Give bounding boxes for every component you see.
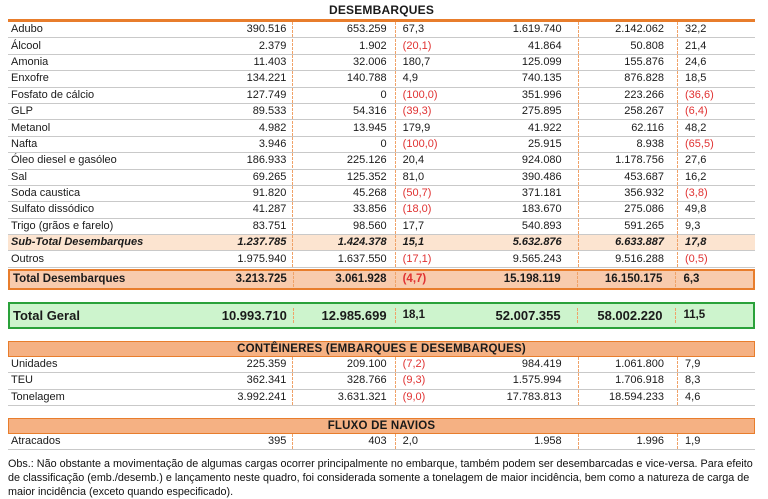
table-row [8,38,755,54]
cell-value: 16,2 [685,170,707,183]
cell-value: (50,7) [402,187,432,200]
cell-value: 8,3 [685,374,701,387]
cell-value: 10.993.710 [159,308,294,323]
cell-value: 225.126 [293,153,395,168]
cell-value: 1.706.918 [579,373,678,388]
cell-value: 179,9 [402,121,431,134]
cell-value: 49,8 [685,203,707,216]
row-label: Óleo diesel e gasóleo [11,154,117,167]
cell-value: 98.560 [293,219,395,234]
cell-value: 1.575.994 [455,373,578,388]
cell-value: 54.316 [293,104,395,119]
cell-value: 15.198.119 [455,272,578,287]
row-label: GLP [11,105,34,118]
cell-value: 1.619.740 [455,22,578,37]
table-row [8,22,755,38]
section-title-desembarques: DESEMBARQUES [328,3,435,17]
cell-value: 33.856 [293,202,395,217]
cell-value: 3.946 [157,137,293,152]
table-row [8,235,755,251]
cell-value: 1,9 [685,435,701,448]
cell-value: 403 [293,434,395,449]
cell-value: 0 [293,88,395,103]
cell-value: 9,3 [685,219,701,232]
table-row [8,434,755,450]
cell-value: 21,4 [685,39,707,52]
cell-value: 41.287 [157,202,293,217]
table-row [8,357,755,373]
cell-value: 89.533 [157,104,293,119]
cell-value: 58.002.220 [578,308,677,323]
cell-value: 12.985.699 [294,308,396,323]
row-label: Sal [11,170,27,183]
cell-value: (17,1) [402,252,432,265]
cell-value: 50.808 [579,39,678,54]
cell-value: 17,8 [685,236,707,249]
cell-value: 20,4 [402,154,425,167]
row-label: Amonia [11,55,49,68]
cell-value: 2.142.062 [579,22,678,37]
cell-value: 390.516 [157,22,293,37]
cell-value: 924.080 [455,153,578,168]
cell-value: 7,9 [685,358,701,371]
cell-value: 258.267 [579,104,678,119]
cell-value: 32,2 [685,23,707,36]
cell-value: 48,2 [685,121,707,134]
cell-value: 91.820 [157,186,293,201]
cell-value: 15,1 [402,236,425,249]
cell-value: 6,3 [683,272,700,285]
cell-value: 540.893 [455,219,578,234]
table-row [8,120,755,136]
cell-value: 16.150.175 [578,272,677,287]
table-row [8,390,755,406]
section-header-conteineres: CONTÊINERES (EMBARQUES E DESEMBARQUES) [8,341,755,357]
cell-value: 69.265 [157,170,293,185]
cell-value: 8.938 [579,137,678,152]
cell-value: 3.631.321 [293,390,395,405]
cell-value: 41.922 [455,121,578,136]
cell-value: 18,5 [685,72,707,85]
cell-value: 1.061.800 [579,357,678,372]
cell-value: (65,5) [685,137,714,150]
cell-value: 45.268 [293,186,395,201]
cell-value: 1.637.550 [293,252,395,267]
table-row [8,186,755,202]
cell-value: 1.975.940 [157,252,293,267]
footnote-obs: Obs.: Não obstante a movimentação de algumas cargas ocorrer principalmente no embarque, também podem ser desembarcadas e vice-versa. Para efeito de classificação (emb./desemb.) e lançamento neste quadro, foi considerada somente a tonelagem de maior incidência, bem como a natureza de carga de maior incidência (exceto quando especificado). [8,458,753,499]
cell-value: (7,2) [402,358,426,371]
cell-value: 134.221 [157,71,293,86]
cell-value: 25.915 [455,137,578,152]
row-label: Atracados [11,435,61,448]
cell-value: 17.783.813 [455,390,578,405]
cell-value: 52.007.355 [455,308,578,323]
cell-value: (9,0) [402,390,426,403]
cell-value: 41.864 [455,39,578,54]
cell-value: 653.259 [293,22,395,37]
cell-value: 225.359 [157,357,293,372]
row-label: Outros [11,252,45,265]
cell-value: (9,3) [402,374,426,387]
cell-value: 83.751 [157,219,293,234]
cell-value: 18,1 [402,308,425,321]
cell-value: 32.006 [293,55,395,70]
cell-value: 183.670 [455,202,578,217]
cell-value: 453.687 [579,170,678,185]
cell-value: (36,6) [685,88,714,101]
cell-value: (20,1) [402,39,432,52]
cell-value: 876.828 [579,71,678,86]
cell-value: 395 [157,434,293,449]
table-row [8,137,755,153]
table-row [8,219,755,235]
cell-value: 371.181 [455,186,578,201]
table-row [8,88,755,104]
cell-value: (18,0) [402,203,432,216]
cell-value: 1.237.785 [157,235,293,250]
cell-value: 180,7 [402,55,431,68]
cell-value: 125.352 [293,170,395,185]
cell-value: 27,6 [685,154,707,167]
row-label: Sub-Total Desembarques [11,236,144,249]
cell-value: (39,3) [402,105,432,118]
cell-value: 2,0 [402,435,418,448]
cell-value: 328.766 [293,373,395,388]
row-label: Trigo (grãos e farelo) [11,219,114,232]
cell-value: 9.516.288 [579,252,678,267]
row-label: Soda caustica [11,187,81,200]
cell-value: 11,5 [683,308,706,321]
cell-value: 24,6 [685,55,707,68]
cell-value: 2.379 [157,39,293,54]
table-row [8,373,755,389]
cell-value: 1.178.756 [579,153,678,168]
row-label: Total Desembarques [13,272,126,285]
cell-value: 18.594.233 [579,390,678,405]
cell-value: 9.565.243 [455,252,578,267]
cell-value: (6,4) [685,105,708,118]
total-desembarques-row [8,269,755,290]
cell-value: (100,0) [402,88,438,101]
cell-value: 67,3 [402,23,425,36]
total-geral-row [8,302,755,329]
cell-value: (100,0) [402,137,438,150]
cell-value: 17,7 [402,219,425,232]
cell-value: 1.958 [455,434,578,449]
cell-value: 125.099 [455,55,578,70]
cell-value: (3,8) [685,187,708,200]
cell-value: 740.135 [455,71,578,86]
cell-value: 3.992.241 [157,390,293,405]
fluxo-navios-table [8,434,755,450]
cell-value: 984.419 [455,357,578,372]
row-label: TEU [11,374,33,387]
cell-value: 4,6 [685,390,701,403]
cell-value: 1.902 [293,39,395,54]
row-label: Fosfato de cálcio [11,88,95,101]
cell-value: 275.086 [579,202,678,217]
table-row [10,304,753,327]
cell-value: 4.982 [157,121,293,136]
cell-value: 6.633.887 [579,235,678,250]
table-row [10,271,753,288]
row-label: Nafta [11,137,38,150]
cell-value: 11.403 [157,55,293,70]
cell-value: 3.213.725 [159,272,294,287]
cell-value: 155.876 [579,55,678,70]
cell-value: 5.632.876 [455,235,578,250]
table-row [8,104,755,120]
desembarques-table [8,22,755,268]
cell-value: 1.996 [579,434,678,449]
cell-value: 591.265 [579,219,678,234]
cell-value: 1.424.378 [293,235,395,250]
cell-value: (4,7) [402,272,427,285]
cell-value: 209.100 [293,357,395,372]
cell-value: 62.116 [579,121,678,136]
cell-value: 390.486 [455,170,578,185]
cell-value: 4,9 [402,72,418,85]
cell-value: 351.996 [455,88,578,103]
row-label: Enxofre [11,72,49,85]
cell-value: 13.945 [293,121,395,136]
cell-value: 275.895 [455,104,578,119]
row-label: Álcool [11,39,41,52]
section-header-fluxo-navios: FLUXO DE NAVIOS [8,418,755,434]
cell-value: 140.788 [293,71,395,86]
row-label: Total Geral [13,307,80,323]
row-label: Tonelagem [11,390,65,403]
table-row [8,55,755,71]
conteineres-table [8,357,755,406]
cell-value: 223.266 [579,88,678,103]
cell-value: 362.341 [157,373,293,388]
table-row [8,202,755,218]
row-label: Metanol [11,121,51,134]
table-row [8,251,755,267]
table-row [8,71,755,87]
row-label: Adubo [11,23,43,36]
cell-value: 356.932 [579,186,678,201]
row-label: Sulfato dissódico [11,203,95,216]
cell-value: 186.933 [157,153,293,168]
cell-value: 127.749 [157,88,293,103]
row-label: Unidades [11,358,58,371]
cell-value: 81,0 [402,170,425,183]
table-row [8,153,755,169]
cell-value: 0 [293,137,395,152]
table-row [8,170,755,186]
cell-value: 3.061.928 [294,272,396,287]
cell-value: (0,5) [685,252,708,265]
